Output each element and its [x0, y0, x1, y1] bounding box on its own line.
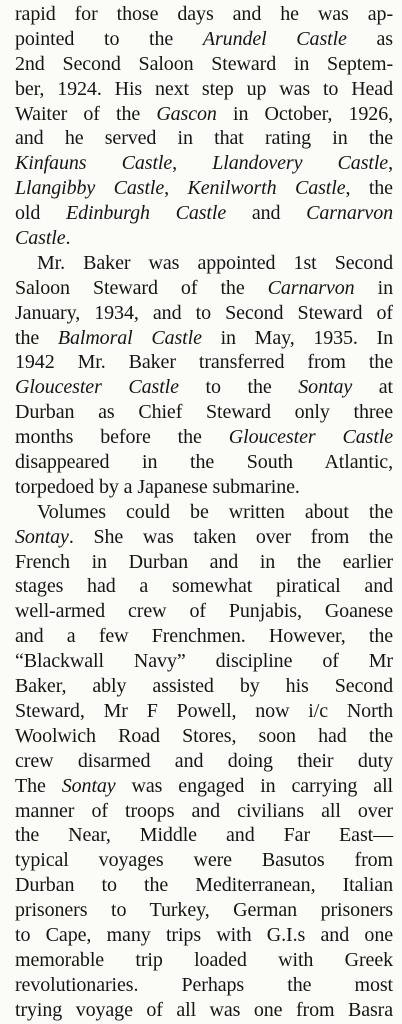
text-run: pointed to the [15, 27, 203, 50]
text-line [15, 276, 393, 301]
text-run: Baker, ably assisted by his Second [15, 675, 393, 698]
ship-name: Kinfauns Castle [15, 152, 173, 175]
text-run: 2nd Second Saloon Steward in Septem- [15, 52, 393, 75]
text-run: Durban as Chief Steward only three [15, 401, 393, 424]
text-line [15, 848, 393, 873]
text-run: was engaged in carrying all [115, 774, 393, 797]
text-run: at [352, 376, 393, 399]
text-run: and he served in that rating in the [15, 127, 393, 150]
text-line [15, 649, 393, 674]
text-run: Mr. Baker was appointed 1st Second [37, 251, 393, 274]
text-run: and a few Frenchmen. However, the [15, 625, 393, 648]
text-run: crew disarmed and doing their duty [15, 749, 393, 772]
text-line [15, 998, 393, 1023]
text-run: prisoners to Turkey, German prisoners [15, 899, 393, 922]
text-run: disappeared in the South Atlantic, [15, 451, 393, 474]
text-run: Saloon Steward of the [15, 276, 268, 299]
text-run: The [15, 774, 62, 797]
text-line [15, 425, 393, 450]
text-line [15, 973, 393, 998]
text-run: , [172, 152, 213, 175]
text-run: the Near, Middle and Far East— [15, 824, 393, 847]
text-run: revolutionaries. Perhaps the most [15, 973, 393, 996]
text-run: months before the [15, 426, 229, 449]
text-line [15, 475, 393, 500]
text-line [15, 126, 393, 151]
text-run: in [354, 276, 393, 299]
text-run: “Blackwall Navy” discipline of Mr [15, 650, 393, 673]
text-run: manner of troops and civilians all over [15, 799, 393, 822]
text-run: ber, 1924. His next step up was to Head [15, 77, 393, 100]
text-line [15, 599, 393, 624]
text-run: Steward, Mr F Powell, now i/c North [15, 699, 393, 722]
text-line [15, 500, 393, 525]
text-line [15, 326, 393, 351]
text-line [15, 898, 393, 923]
text-line [15, 2, 393, 27]
text-run: typical voyages were Basutos from [15, 849, 393, 872]
ship-name: Gascon [156, 102, 217, 125]
text-run: , [388, 152, 393, 175]
text-line [15, 176, 393, 201]
text-run: memorable trip loaded with Greek [15, 948, 393, 971]
text-line [15, 27, 393, 52]
text-run: January, 1934, and to Second Steward of [15, 301, 393, 324]
ship-name: Kenilworth Castle [187, 177, 346, 200]
text-run: . [65, 227, 71, 250]
ship-name: Gloucester Castle [228, 426, 394, 449]
text-run: in October, 1926, [216, 102, 394, 125]
text-line [15, 724, 393, 749]
text-run: in May, 1935. In [201, 326, 393, 349]
ship-name: Gloucester Castle [15, 376, 179, 399]
text-run: Durban to the Mediterranean, Italian [15, 874, 393, 897]
ship-name: Sontay [61, 774, 116, 797]
text-line [15, 574, 393, 599]
text-line [15, 873, 393, 898]
text-run: , [164, 177, 188, 200]
text-line [15, 799, 393, 824]
text-line [15, 102, 393, 127]
text-run: well-armed crew of Punjabis, Goanese [15, 600, 393, 623]
text-line [15, 350, 393, 375]
text-line [15, 450, 393, 475]
text-run: Volumes could be written about the [37, 500, 393, 523]
ship-name: Llangibby Castle [15, 177, 165, 200]
text-line [15, 52, 393, 77]
text-run: , the [345, 177, 393, 200]
ship-name: Carnarvon [306, 202, 393, 225]
ship-name: Arundel Castle [202, 27, 347, 50]
text-run: to the [178, 376, 299, 399]
text-line [15, 624, 393, 649]
ship-name: Edinburgh Castle [65, 202, 227, 225]
ship-name: Sontay [15, 525, 69, 548]
text-run: trying voyage of all was one from Basra [15, 998, 393, 1021]
text-run: Woolwich Road Stores, soon had the [15, 724, 393, 747]
ship-name: Llandovery Castle [212, 152, 389, 175]
text-run: the [15, 326, 58, 349]
text-line [15, 699, 393, 724]
text-line [15, 525, 393, 550]
text-line [15, 823, 393, 848]
text-line [15, 400, 393, 425]
text-line [15, 201, 393, 226]
text-run: stages had a somewhat piratical and [15, 575, 393, 598]
text-run: torpedoed by a Japanese submarine. [15, 475, 300, 498]
text-line [15, 226, 393, 251]
text-run: to Cape, many trips with G.I.s and one [15, 923, 393, 946]
ship-name: Balmoral Castle [57, 326, 202, 349]
text-run: Waiter of the [15, 102, 157, 125]
text-line [15, 77, 393, 102]
text-line [15, 251, 393, 276]
text-run: . She was taken over from the [68, 525, 393, 548]
text-line [15, 375, 393, 400]
text-line [15, 948, 393, 973]
text-line [15, 923, 393, 948]
text-run: old [15, 202, 66, 225]
text-run: as [346, 27, 393, 50]
text-run: rapid for those days and he was ap- [15, 3, 393, 25]
ship-name: Sontay [298, 376, 353, 399]
text-line [15, 774, 393, 799]
text-run: French in Durban and in the earlier [15, 550, 393, 573]
ship-name: Carnarvon [267, 276, 355, 299]
ship-name: Castle [15, 227, 66, 250]
text-run: and [226, 202, 307, 225]
text-line [15, 151, 393, 176]
text-run: 1942 Mr. Baker transferred from the [15, 351, 393, 374]
text-line [15, 674, 393, 699]
text-line [15, 749, 393, 774]
text-line [15, 301, 393, 326]
text-line [15, 550, 393, 575]
